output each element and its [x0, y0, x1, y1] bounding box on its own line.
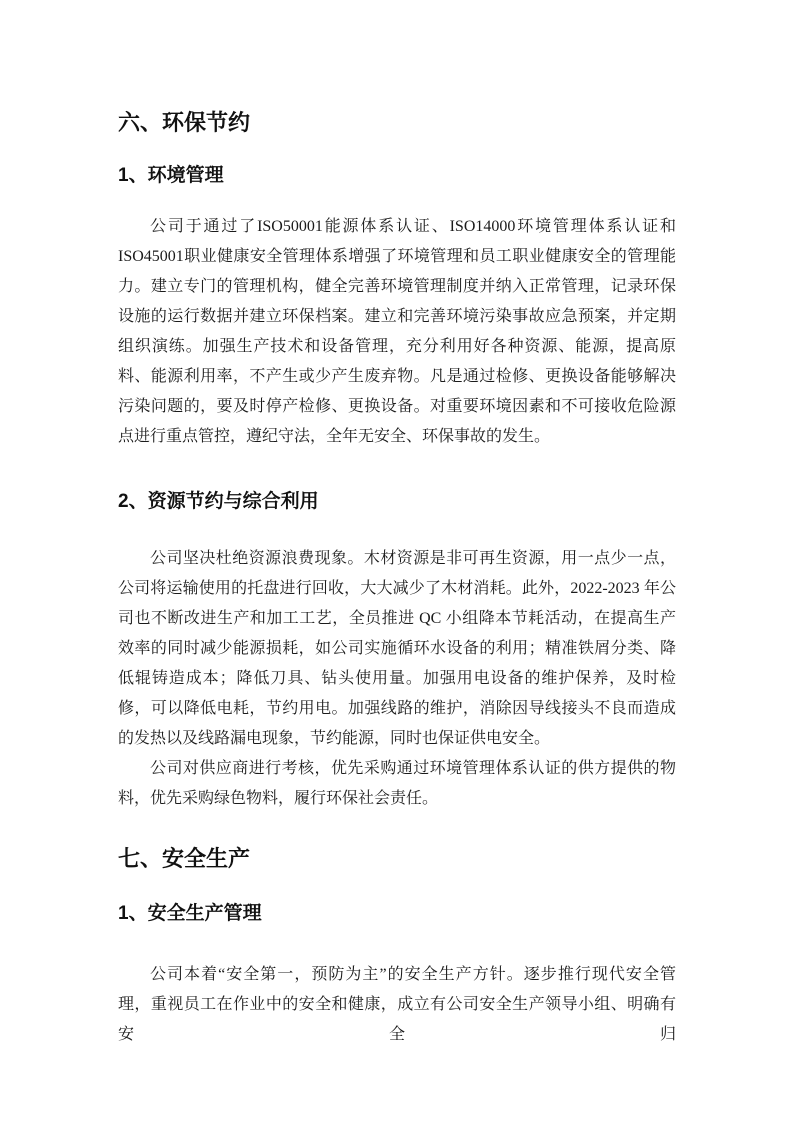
heading-safety-production-management: 1、安全生产管理 [118, 903, 262, 924]
paragraph-resource-conservation-2: 公司对供应商进行考核，优先采购通过环境管理体系认证的供方提供的物料，优先采购绿色物料，履行环保社会责任。 [118, 760, 676, 807]
heading-environmental-conservation: 六、环保节约 [118, 110, 251, 135]
paragraph-safety-production-1: 公司本着“安全第一，预防为主”的安全生产方针。逐步推行现代安全管理，重视员工在作业中的安全和健康，成立有公司安全生产领导小组、明确有安全归 [118, 966, 676, 1043]
heading-resource-conservation: 2、资源节约与综合利用 [118, 491, 319, 512]
heading-environment-management: 1、环境管理 [118, 165, 224, 186]
paragraph-resource-conservation-1: 公司坚决杜绝资源浪费现象。木材资源是非可再生资源，用一点少一点，公司将运输使用的托盘进行回收，大大减少了木材消耗。此外，2022-2023 年公司也不断改进生产和加工工艺，全员推进 QC 小组降本节耗活动，在提高生产效率的同时减少能源损耗，如公司实施循环水设备的利用；精准铁屑分类、降低辊铸造成本；降低刀具、钻头使用量。加强用电设备的维护保养，及时检修，可以降低电耗，节约用电。加强线路的维护，消除因导线接头不良而造成的发热以及线路漏电现象，节约能源，同时也保证供电安全。 [118, 550, 676, 747]
paragraph-environment-management: 公司于通过了ISO50001能源体系认证、ISO14000环境管理体系认证和ISO45001职业健康安全管理体系增强了环境管理和员工职业健康安全的管理能力。建立专门的管理机构，健全完善环境管理制度并纳入正常管理，记录环保设施的运行数据并建立环保档案。建立和完善环境污染事故应急预案，并定期组织演练。加强生产技术和设备管理，充分利用好各种资源、能源，提高原料、能源利用率，不产生或少产生废弃物。凡是通过检修、更换设备能够解决污染问题的，要及时停产检修、更换设备。对重要环境因素和不可接收危险源点进行重点管控，遵纪守法，全年无安全、环保事故的发生。 [118, 218, 676, 445]
heading-safety-production: 七、安全生产 [118, 846, 251, 871]
